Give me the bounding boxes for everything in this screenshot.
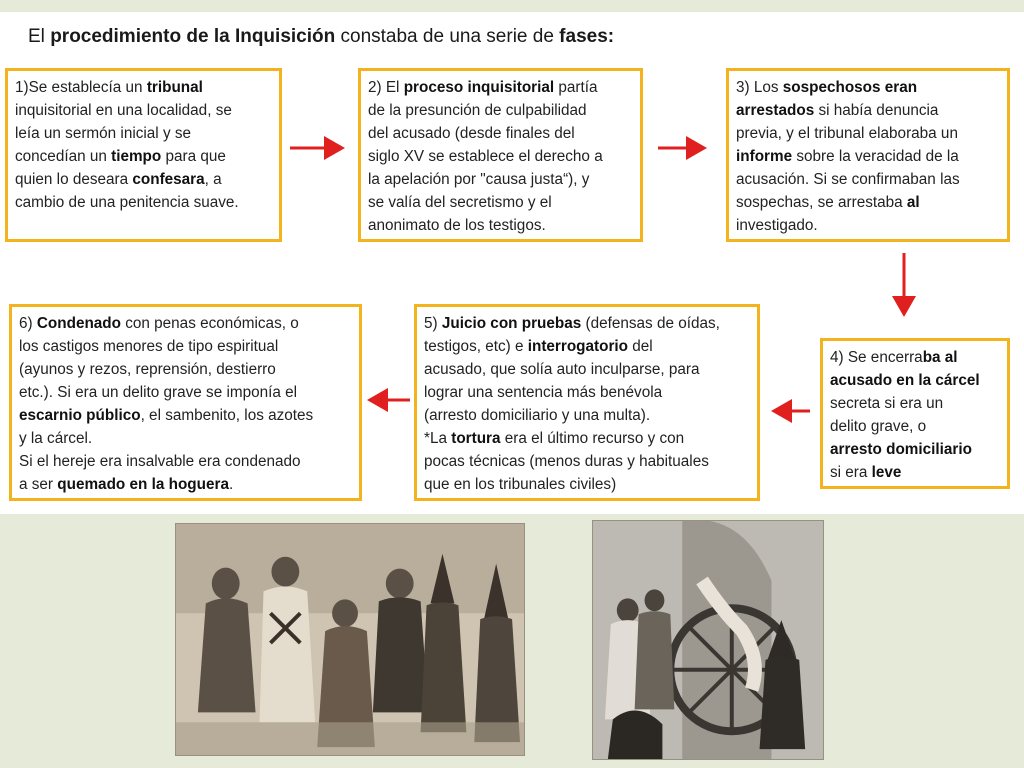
text-run: si había denuncia [814, 102, 939, 119]
text-run: anonimato de los testigos. [368, 217, 546, 234]
text-run: secreta si era un [830, 395, 944, 412]
text-run: pocas técnicas (menos duras y habituales [424, 453, 709, 470]
text-run: delito grave, o [830, 418, 927, 435]
text-run: a ser [19, 476, 58, 493]
bold-text-run: tiempo [111, 148, 162, 165]
text-run: lograr una sentencia más benévola [424, 384, 663, 401]
text-run: que en los tribunales civiles) [424, 476, 617, 493]
phase-4-box [820, 338, 1010, 489]
text-run: del acusado (desde finales del [368, 125, 575, 142]
text-run: testigos, etc) e [424, 338, 528, 355]
text-run: 1)Se establecía un [15, 79, 147, 96]
bold-text-run: al [906, 194, 920, 211]
text-run: de la presunción de culpabilidad [368, 102, 587, 119]
bold-text-run: ba al [922, 349, 958, 366]
text-run: investigado. [736, 217, 818, 234]
bold-text-run: fases: [559, 26, 615, 47]
text-run: acusación. Si se confirmaban las [736, 171, 960, 188]
bold-text-run: arrestados [736, 102, 815, 119]
bold-text-run: sospechosos eran [782, 79, 918, 96]
bold-text-run: interrogatorio [527, 338, 629, 355]
text-run: la apelación por "causa justa“), y [368, 171, 590, 188]
text-run: (arresto domiciliario y una multa). [424, 407, 651, 424]
text-run: concedían un [15, 148, 112, 165]
bold-text-run: Juicio con pruebas [441, 315, 582, 332]
text-run: partía [554, 79, 598, 96]
text-run: quien lo deseara [15, 171, 133, 188]
bold-text-run: Condenado [36, 315, 121, 332]
text-run: 4) Se encerra [830, 349, 923, 366]
text-run: 2) El [368, 79, 404, 96]
bold-text-run: leve [871, 464, 902, 481]
page-title [28, 26, 614, 48]
text-run: se valía del secretismo y el [368, 194, 552, 211]
bold-text-run: tribunal [146, 79, 203, 96]
bold-text-run: quemado en la hoguera [57, 476, 229, 493]
bold-text-run: escarnio público [19, 407, 141, 424]
text-run: acusado, que solía auto inculparse, para [424, 361, 700, 378]
bold-text-run: proceso inquisitorial [403, 79, 555, 96]
text-run: *La [424, 430, 452, 447]
procession-engraving-icon [175, 523, 525, 756]
text-run: , el sambenito, los azotes [140, 407, 314, 424]
text-run: Si el hereje era insalvable era condenado [19, 453, 301, 470]
bold-text-run: confesara [132, 171, 205, 188]
bold-text-run: procedimiento de la Inquisición [50, 26, 336, 47]
phase-3-box [726, 68, 1010, 242]
bold-text-run: tortura [451, 430, 501, 447]
text-run: siglo XV se establece el derecho a [368, 148, 603, 165]
phase-5-box [414, 304, 760, 501]
bold-text-run: informe [736, 148, 793, 165]
text-run: El [28, 26, 51, 47]
phase-1-box [5, 68, 282, 242]
text-run: (ayunos y rezos, reprensión, destierro [19, 361, 276, 378]
text-run: sospechas, se arrestaba [736, 194, 907, 211]
text-run: (defensas de oídas, [581, 315, 720, 332]
text-run: y la cárcel. [19, 430, 93, 447]
bold-text-run: acusado en la cárcel [830, 372, 980, 389]
text-run: , a [204, 171, 222, 188]
phase-6-box [9, 304, 362, 501]
text-run: del [628, 338, 653, 355]
text-run: previa, y el tribunal elaboraba un [736, 125, 958, 142]
text-run: 6) [19, 315, 37, 332]
torture-wheel-engraving-icon [592, 520, 824, 760]
text-run: etc.). Si era un delito grave se imponía el [19, 384, 298, 401]
text-run: leía un sermón inicial y se [15, 125, 191, 142]
text-run: para que [161, 148, 226, 165]
text-run: constaba de una serie de [335, 26, 560, 47]
text-run: era el último recurso y con [500, 430, 685, 447]
text-run: . [228, 476, 234, 493]
phase-2-box [358, 68, 643, 242]
text-run: sobre la veracidad de la [792, 148, 959, 165]
text-run: 5) [424, 315, 442, 332]
text-run: los castigos menores de tipo espiritual [19, 338, 279, 355]
text-run: con penas económicas, o [121, 315, 299, 332]
bold-text-run: arresto domiciliario [830, 441, 972, 458]
text-run: si era [830, 464, 872, 481]
text-run: cambio de una penitencia suave. [15, 194, 239, 211]
text-run: 3) Los [736, 79, 783, 96]
text-run: inquisitorial en una localidad, se [15, 102, 232, 119]
